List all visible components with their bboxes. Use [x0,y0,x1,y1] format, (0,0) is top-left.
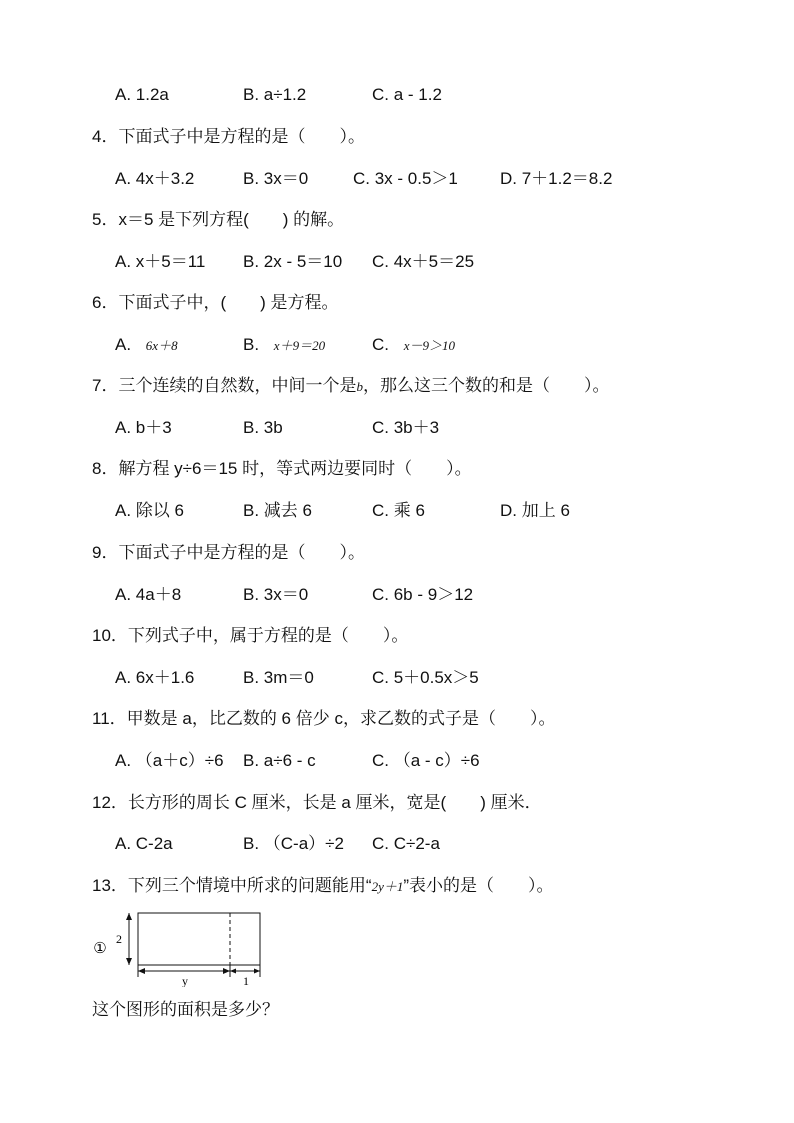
q6-option-b-expr: x＋9＝20 [273,338,326,353]
q8-option-c: C. 乘 6 [372,501,425,520]
q6-option-a [115,335,178,356]
q4-option-b: B. 3x＝0 [243,169,309,188]
q9-stem: 9．下面式子中是方程的是（ ）。 [92,543,365,562]
q6-option-c-label: C. [372,335,389,354]
q10-option-c: C. 5＋0.5x＞5 [372,668,479,687]
figure-height-arrowhead-down [126,958,132,965]
q4-option-c: C. 3x - 0.5＞1 [353,169,458,188]
q12-option-b: B. （C-a）÷2 [243,834,344,853]
figure-one-arrowhead-right [254,969,260,974]
q3-option-b: B. a÷1.2 [243,85,307,104]
q3-option-c: C. a - 1.2 [372,85,442,104]
q10-stem: 10．下列式子中，属于方程的是（ ）。 [92,626,409,645]
q13-figure-marker: ① [93,939,107,957]
q7-stem [92,376,609,397]
figure-one-label: 1 [243,974,249,987]
q7-option-b: B. 3b [243,418,283,437]
figure-height-label: 2 [116,932,122,946]
q11-option-b: B. a÷6 - c [243,751,316,770]
q7-option-a: A. b＋3 [115,418,172,437]
q6-option-c [372,335,455,356]
q5-stem: 5．x＝5 是下列方程( ) 的解。 [92,210,345,229]
q9-option-a: A. 4a＋8 [115,585,182,604]
q7-option-c: C. 3b＋3 [372,418,440,437]
q4-option-a: A. 4x＋3.2 [115,169,195,188]
q9-option-b: B. 3x＝0 [243,585,309,604]
q8-stem: 8．解方程 y÷6＝15 时，等式两边要同时（ ）。 [92,459,472,478]
q9-option-c: C. 6b - 9＞12 [372,585,474,604]
q6-option-b [243,335,325,356]
q6-option-a-label: A. [115,335,132,354]
q7-stem-part-a: 7．三个连续的自然数，中间一个是 [92,376,357,395]
figure-y-label: y [182,974,188,987]
q13-stem-expr: 2y＋1 [371,879,404,894]
q13-stem-part-a: 13．下列三个情境中所求的问题能用“ [92,876,372,895]
q4-stem: 4．下面式子中是方程的是（ ）。 [92,127,365,146]
figure-one-arrowhead-left [230,969,236,974]
q11-stem: 11．甲数是 a，比乙数的 6 倍少 c，求乙数的式子是（ ）。 [92,709,556,728]
q12-option-a: A. C-2a [115,834,173,853]
q7-stem-variable: b [356,379,363,394]
figure-y-arrowhead-right [223,968,230,974]
q11-option-a: A. （a＋c）÷6 [115,751,224,770]
q5-option-b: B. 2x - 5＝10 [243,252,343,271]
figure-rectangle [138,913,260,965]
q13-stem-part-b: ”表小的是（ ）。 [403,876,554,895]
q13-stem [92,876,554,897]
q4-option-d: D. 7＋1.2＝8.2 [500,169,613,188]
q7-stem-part-b: ，那么这三个数的和是（ ）。 [362,376,610,395]
q8-option-d: D. 加上 6 [500,501,570,520]
q10-option-b: B. 3m＝0 [243,668,314,687]
q6-option-b-label: B. [243,335,260,354]
q13-figure-rectangle-diagram [88,905,278,987]
q13-question: 这个图形的面积是多少？ [92,1000,279,1019]
q11-option-c: C. （a - c）÷6 [372,751,480,770]
q5-option-c: C. 4x＋5＝25 [372,252,475,271]
figure-height-arrowhead-up [126,913,132,920]
q6-stem: 6．下面式子中，( ) 是方程。 [92,293,339,312]
q8-option-b: B. 减去 6 [243,501,312,520]
figure-y-arrowhead-left [138,968,145,974]
q5-option-a: A. x＋5＝11 [115,252,206,271]
q10-option-a: A. 6x＋1.6 [115,668,195,687]
q8-option-a: A. 除以 6 [115,501,184,520]
q12-stem: 12．长方形的周长 C 厘米，长是 a 厘米，宽是( ) 厘米． [92,793,542,812]
q12-option-c: C. C÷2-a [372,834,440,853]
q6-option-a-expr: 6x＋8 [145,338,178,353]
q3-option-a: A. 1.2a [115,85,169,104]
q6-option-c-expr: x－9＞10 [403,338,456,353]
